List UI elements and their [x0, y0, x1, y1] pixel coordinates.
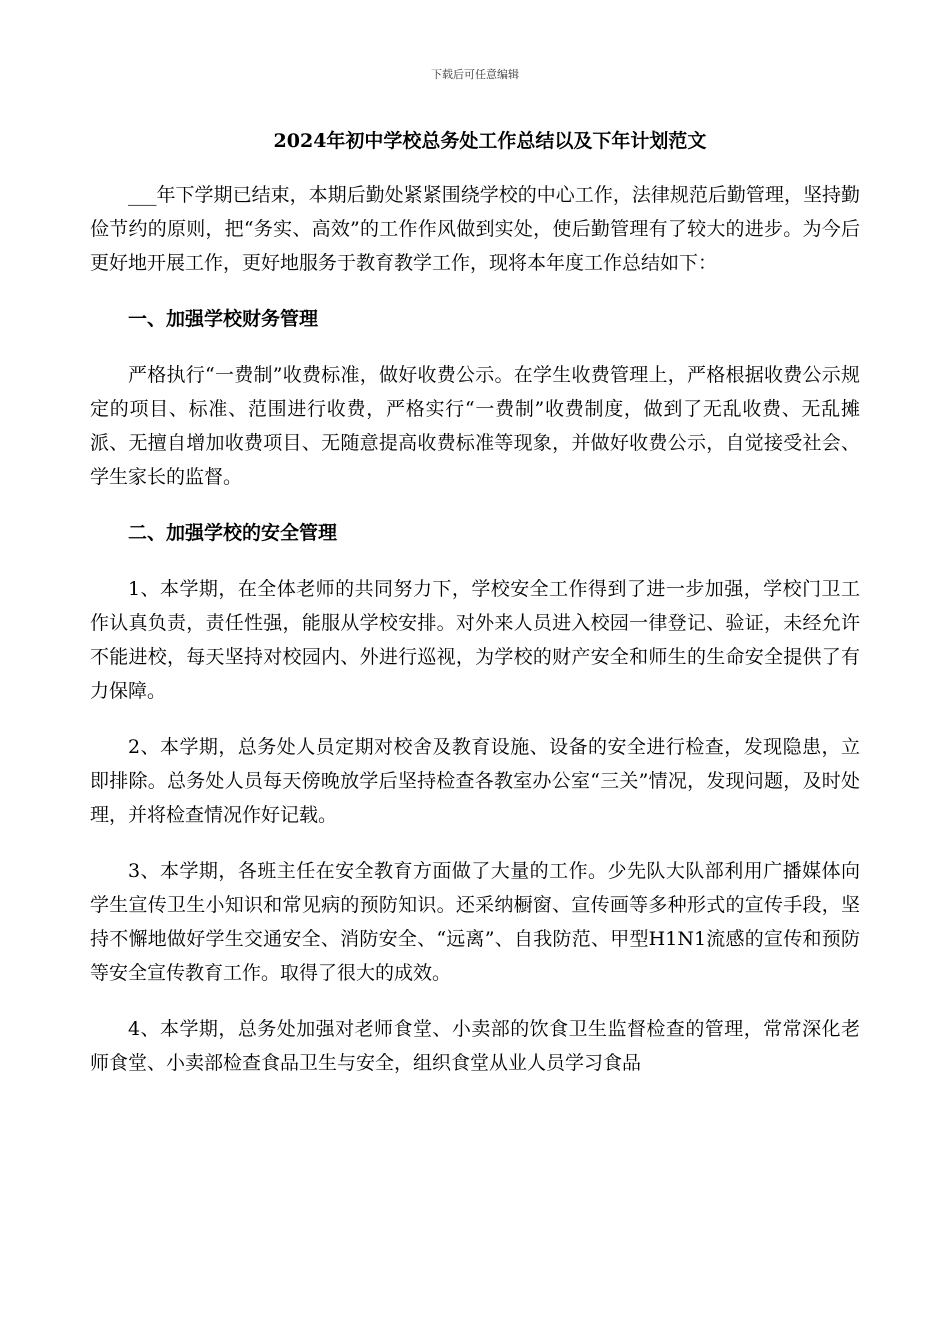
safety-paragraph-1: 1、本学期，在全体老师的共同努力下，学校安全工作得到了进一步加强，学校门卫工作认真负责，责任性强，能服从学校安排。对外来人员进入校园一律登记、验证，未经允许不能进校，每天坚持对校园内、外进行巡视，为学校的财产安全和师生的生命安全提供了有力保障。	[90, 578, 860, 702]
section-heading-safety: 二、加强学校的安全管理	[128, 522, 338, 544]
document-body	[90, 178, 860, 1102]
safety-paragraph-2: 2、本学期，总务处人员定期对校舍及教育设施、设备的安全进行检查，发现隐患，立即排除。总务处人员每天傍晚放学后坚持检查各教室办公室“三关”情况，发现问题，及时处理，并将检查情况作好记载。	[90, 736, 860, 826]
section-heading-finance: 一、加强学校财务管理	[128, 308, 319, 330]
safety-paragraph-4: 4、本学期，总务处加强对老师食堂、小卖部的饮食卫生监督检查的管理，常常深化老师食堂、小卖部检查食品卫生与安全，组织食堂从业人员学习食品	[90, 1018, 860, 1074]
finance-paragraph: 严格执行“一费制”收费标准，做好收费公示。在学生收费管理上，严格根据收费公示规定的项目、标准、范围进行收费，严格实行“一费制”收费制度，做到了无乱收费、无乱摊派、无擅自增加收费项目、无随意提高收费标准等现象，并做好收费公示，自觉接受社会、学生家长的监督。	[90, 364, 860, 488]
document-title: 2024年初中学校总务处工作总结以及下年计划范文	[273, 130, 707, 152]
header-note: 下载后可任意编辑	[431, 68, 519, 81]
intro-paragraph: ___年下学期已结束，本期后勤处紧紧围绕学校的中心工作，法律规范后勤管理，坚持勤俭节约的原则，把“务实、高效”的工作作风做到实处，使后勤管理有了较大的进步。为今后更好地开展工作，更好地服务于教育教学工作，现将本年度工作总结如下：	[90, 184, 860, 274]
safety-paragraph-3: 3、本学期，各班主任在安全教育方面做了大量的工作。少先队大队部利用广播媒体向学生宣传卫生小知识和常见病的预防知识。还采纳橱窗、宣传画等多种形式的宣传手段，坚持不懈地做好学生交通安全、消防安全、“远离”、自我防范、甲型H1N1流感的宣传和预防等安全宣传教育工作。取得了很大的成效。	[90, 860, 860, 984]
